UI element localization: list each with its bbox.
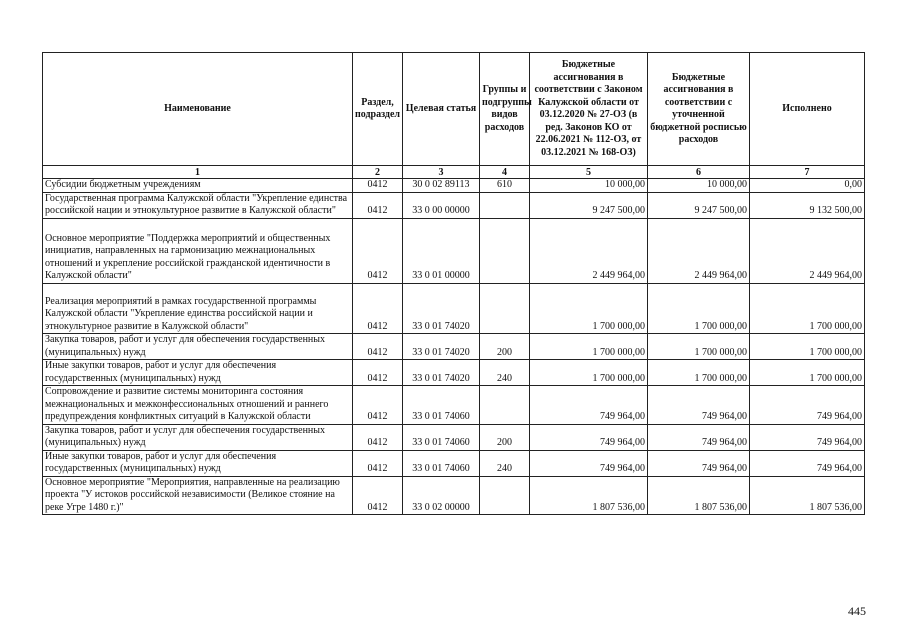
row-name: Субсидии бюджетным учреждениям <box>43 179 353 193</box>
row-article: 30 0 02 89113 <box>403 179 480 193</box>
row-executed-amount: 1 700 000,00 <box>750 283 865 334</box>
page-number: 445 <box>848 604 866 618</box>
row-revised-amount: 749 964,00 <box>648 424 750 450</box>
column-number: 7 <box>750 166 865 179</box>
row-group: 240 <box>480 450 530 476</box>
row-executed-amount: 9 132 500,00 <box>750 192 865 218</box>
row-law-amount: 749 964,00 <box>530 386 648 425</box>
row-executed-amount: 1 807 536,00 <box>750 476 865 515</box>
row-executed-amount: 749 964,00 <box>750 424 865 450</box>
row-group <box>480 476 530 515</box>
column-number: 2 <box>353 166 403 179</box>
row-revised-amount: 2 449 964,00 <box>648 218 750 283</box>
header-law-allocations: Бюджетные ассигнования в соответствии с Законом Калужской области от 03.12.2020 № 27-ОЗ (в ред. Законов КО от 22.06.2021 № 112-ОЗ, от 03.12.2021 № 168-ОЗ) <box>530 53 648 166</box>
row-executed-amount: 0,00 <box>750 179 865 193</box>
row-executed-amount: 1 700 000,00 <box>750 360 865 386</box>
table-row <box>43 424 865 450</box>
row-revised-amount: 9 247 500,00 <box>648 192 750 218</box>
row-name: Иные закупки товаров, работ и услуг для обеспечения государственных (муниципальных) нужд <box>43 360 353 386</box>
row-revised-amount: 749 964,00 <box>648 386 750 425</box>
row-law-amount: 1 700 000,00 <box>530 360 648 386</box>
row-name: Закупка товаров, работ и услуг для обеспечения государственных (муниципальных) нужд <box>43 334 353 360</box>
row-name: Государственная программа Калужской области "Укрепление единства российской нации и этнокультурное развитие в Калужской области" <box>43 192 353 218</box>
row-article: 33 0 01 74020 <box>403 360 480 386</box>
row-law-amount: 10 000,00 <box>530 179 648 193</box>
row-revised-amount: 749 964,00 <box>648 450 750 476</box>
table-row <box>43 192 865 218</box>
row-group <box>480 218 530 283</box>
header-row <box>43 53 865 166</box>
row-law-amount: 749 964,00 <box>530 450 648 476</box>
row-executed-amount: 2 449 964,00 <box>750 218 865 283</box>
header-expense-group: Группы и подгруппы видов расходов <box>480 53 530 166</box>
row-article: 33 0 01 74060 <box>403 424 480 450</box>
row-section: 0412 <box>353 424 403 450</box>
row-section: 0412 <box>353 283 403 334</box>
row-section: 0412 <box>353 192 403 218</box>
row-section: 0412 <box>353 179 403 193</box>
row-revised-amount: 1 700 000,00 <box>648 360 750 386</box>
table-row <box>43 386 865 425</box>
table-row <box>43 334 865 360</box>
row-revised-amount: 1 807 536,00 <box>648 476 750 515</box>
header-executed: Исполнено <box>750 53 865 166</box>
row-revised-amount: 1 700 000,00 <box>648 283 750 334</box>
row-executed-amount: 1 700 000,00 <box>750 334 865 360</box>
row-article: 33 0 01 74060 <box>403 450 480 476</box>
column-number: 1 <box>43 166 353 179</box>
row-article: 33 0 01 74020 <box>403 334 480 360</box>
row-group: 200 <box>480 334 530 360</box>
table-row <box>43 476 865 515</box>
row-section: 0412 <box>353 360 403 386</box>
row-section: 0412 <box>353 476 403 515</box>
row-name: Сопровождение и развитие системы мониторинга состояния межнациональных и межконфессиональных отношений и раннего предупреждения конфликтных ситуаций в Калужской области <box>43 386 353 425</box>
row-group: 200 <box>480 424 530 450</box>
row-law-amount: 1 700 000,00 <box>530 334 648 360</box>
row-law-amount: 9 247 500,00 <box>530 192 648 218</box>
row-group: 240 <box>480 360 530 386</box>
row-name: Основное мероприятие "Мероприятия, направленные на реализацию проекта "У истоков российской независимости (Великое стояние на реке Угре 1480 г.)" <box>43 476 353 515</box>
header-target-article: Целевая статья <box>403 53 480 166</box>
row-name: Иные закупки товаров, работ и услуг для обеспечения государственных (муниципальных) нужд <box>43 450 353 476</box>
column-number: 4 <box>480 166 530 179</box>
row-group <box>480 386 530 425</box>
column-number: 5 <box>530 166 648 179</box>
table-row <box>43 218 865 283</box>
row-article: 33 0 00 00000 <box>403 192 480 218</box>
row-group <box>480 192 530 218</box>
table-row <box>43 360 865 386</box>
column-number: 3 <box>403 166 480 179</box>
row-law-amount: 1 700 000,00 <box>530 283 648 334</box>
row-law-amount: 749 964,00 <box>530 424 648 450</box>
row-section: 0412 <box>353 218 403 283</box>
table-row <box>43 179 865 193</box>
row-section: 0412 <box>353 334 403 360</box>
header-name: Наименование <box>43 53 353 166</box>
row-name: Основное мероприятие "Поддержка мероприятий и общественных инициатив, направленных на гармонизацию межнациональных отношений и укрепление российской гражданской идентичности в Калужской области" <box>43 218 353 283</box>
header-revised-allocations: Бюджетные ассигнования в соответствии с уточненной бюджетной росписью расходов <box>648 53 750 166</box>
column-number: 6 <box>648 166 750 179</box>
row-article: 33 0 01 74020 <box>403 283 480 334</box>
table-row <box>43 450 865 476</box>
row-section: 0412 <box>353 386 403 425</box>
row-executed-amount: 749 964,00 <box>750 386 865 425</box>
row-revised-amount: 10 000,00 <box>648 179 750 193</box>
row-law-amount: 2 449 964,00 <box>530 218 648 283</box>
row-group: 610 <box>480 179 530 193</box>
header-section: Раздел, подраздел <box>353 53 403 166</box>
column-number-row <box>43 166 865 179</box>
row-name: Реализация мероприятий в рамках государственной программы Калужской области "Укрепление единства российской нации и этнокультурное развитие в Калужской области" <box>43 283 353 334</box>
row-name: Закупка товаров, работ и услуг для обеспечения государственных (муниципальных) нужд <box>43 424 353 450</box>
table-row <box>43 283 865 334</box>
budget-table <box>42 52 865 515</box>
row-revised-amount: 1 700 000,00 <box>648 334 750 360</box>
row-section: 0412 <box>353 450 403 476</box>
row-article: 33 0 02 00000 <box>403 476 480 515</box>
row-article: 33 0 01 74060 <box>403 386 480 425</box>
row-executed-amount: 749 964,00 <box>750 450 865 476</box>
row-law-amount: 1 807 536,00 <box>530 476 648 515</box>
row-group <box>480 283 530 334</box>
row-article: 33 0 01 00000 <box>403 218 480 283</box>
